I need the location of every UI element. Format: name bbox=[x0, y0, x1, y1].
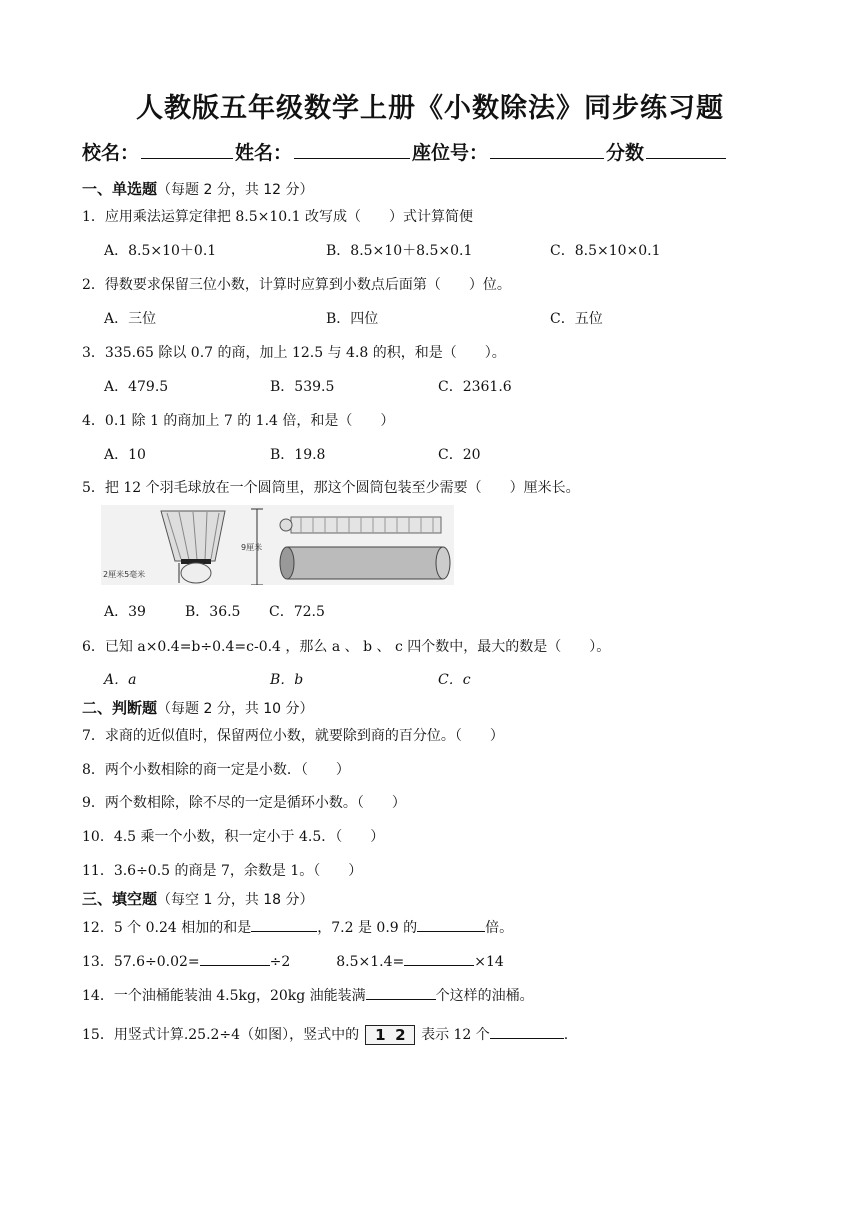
q6-option-c[interactable]: C．c bbox=[438, 672, 471, 688]
seat-blank bbox=[490, 140, 604, 159]
q1-option-a[interactable]: A．8.5×10＋0.1 bbox=[104, 243, 217, 259]
section-heading-true-false bbox=[82, 697, 314, 718]
q13-text-c: 8.5×1.4= bbox=[336, 954, 405, 970]
section-note: （每空 1 分，共 18 分） bbox=[157, 892, 314, 908]
q15-blank-1[interactable] bbox=[490, 1025, 564, 1039]
student-info-line bbox=[82, 138, 728, 165]
question-12 bbox=[82, 917, 513, 937]
section-title: 一、单选题 bbox=[82, 180, 158, 198]
shuttlecock-row-icon bbox=[280, 517, 441, 533]
q5-option-c[interactable]: C．72.5 bbox=[269, 604, 325, 620]
q4-option-c[interactable]: C．20 bbox=[438, 447, 481, 463]
q14-blank-1[interactable] bbox=[366, 986, 436, 1000]
question-13 bbox=[82, 951, 504, 971]
q5-option-a[interactable]: A．39 bbox=[104, 604, 146, 620]
fig-height-label: 9厘米 bbox=[241, 543, 263, 552]
question-14 bbox=[82, 985, 534, 1005]
q13-blank-1[interactable] bbox=[200, 952, 270, 966]
question-4: 4．0.1 除 1 的商加上 7 的 1.4 倍，和是（ ） bbox=[82, 413, 395, 429]
school-label: 校名： bbox=[82, 142, 140, 164]
box-digit-1: 1 bbox=[375, 1026, 386, 1044]
q3-option-b[interactable]: B．539.5 bbox=[270, 379, 335, 395]
q13-blank-2[interactable] bbox=[404, 952, 474, 966]
q2-option-b[interactable]: B．四位 bbox=[326, 311, 379, 327]
question-7: 7．求商的近似值时，保留两位小数，就要除到商的百分位。（ ） bbox=[82, 728, 504, 744]
q14-text-b: 个这样的油桶。 bbox=[435, 988, 534, 1004]
seat-label: 座位号： bbox=[412, 142, 489, 164]
question-2: 2．得数要求保留三位小数，计算时应算到小数点后面第（ ）位。 bbox=[82, 277, 511, 293]
q3-option-a[interactable]: A．479.5 bbox=[104, 379, 169, 395]
shuttlecock-tube-figure bbox=[101, 505, 454, 585]
q1-option-c[interactable]: C．8.5×10×0.1 bbox=[550, 243, 661, 259]
q6-option-b[interactable]: B．b bbox=[270, 672, 304, 688]
section-title: 三、填空题 bbox=[82, 890, 158, 908]
q12-text-c: 倍。 bbox=[485, 920, 514, 936]
section-title: 二、判断题 bbox=[82, 699, 158, 717]
q3-option-c[interactable]: C．2361.6 bbox=[438, 379, 512, 395]
score-label: 分数 bbox=[606, 142, 645, 164]
q13-text-d: ×14 bbox=[474, 954, 504, 970]
section-note: （每题 2 分，共 12 分） bbox=[157, 182, 314, 198]
score-blank bbox=[646, 140, 726, 159]
name-blank bbox=[294, 140, 410, 159]
page-title: 人教版五年级数学上册《小数除法》同步练习题 bbox=[136, 93, 724, 124]
q15-text-b: 表示 12 个 bbox=[421, 1027, 490, 1043]
question-6: 6．已知 a×0.4=b÷0.4=c-0.4 ，那么 a 、 b 、 c 四个数中，最大的数是（ ）。 bbox=[82, 639, 611, 655]
q12-text-a: 12．5 个 0.24 相加的和是 bbox=[82, 920, 252, 936]
q4-option-a[interactable]: A．10 bbox=[104, 447, 146, 463]
q2-option-a[interactable]: A．三位 bbox=[104, 311, 157, 327]
question-8: 8．两个小数相除的商一定是小数．（ ） bbox=[82, 762, 350, 778]
question-1: 1．应用乘法运算定律把 8.5×10.1 改写成（ ）式计算简便 bbox=[82, 209, 473, 225]
q12-blank-2[interactable] bbox=[417, 918, 485, 932]
q14-text-a: 14．一个油桶能装油 4.5kg，20kg 油能装满 bbox=[82, 988, 366, 1004]
q6-option-a[interactable]: A．a bbox=[104, 672, 137, 688]
school-blank bbox=[141, 140, 233, 159]
question-11: 11．3.6÷0.5 的商是 7，余数是 1。（ ） bbox=[82, 863, 363, 879]
question-3: 3．335.65 除以 0.7 的商，加上 12.5 与 4.8 的积，和是（ ）。 bbox=[82, 345, 506, 361]
fig-width-label: 2厘米5毫米 bbox=[103, 570, 146, 579]
q12-text-b: ，7.2 是 0.9 的 bbox=[317, 920, 418, 936]
q15-text-c: . bbox=[563, 1027, 569, 1043]
q15-text-a: 15．用竖式计算.25.2÷4（如图），竖式中的 bbox=[82, 1027, 360, 1043]
tube-icon bbox=[280, 547, 450, 579]
section-heading-single-choice bbox=[82, 178, 314, 199]
section-note: （每题 2 分，共 10 分） bbox=[157, 701, 314, 717]
q4-option-b[interactable]: B．19.8 bbox=[270, 447, 326, 463]
question-9: 9．两个数相除，除不尽的一定是循环小数。（ ） bbox=[82, 795, 406, 811]
q12-blank-1[interactable] bbox=[251, 918, 317, 932]
digits-12-box bbox=[365, 1025, 415, 1045]
box-digit-2: 2 bbox=[395, 1026, 406, 1044]
name-label: 姓名： bbox=[235, 142, 293, 164]
question-10: 10．4.5 乘一个小数，积一定小于 4.5．（ ） bbox=[82, 829, 385, 845]
section-heading-fill-blank bbox=[82, 888, 314, 909]
q1-option-b[interactable]: B．8.5×10＋8.5×0.1 bbox=[326, 243, 473, 259]
q2-option-c[interactable]: C．五位 bbox=[550, 311, 603, 327]
q13-text-a: 13．57.6÷0.02= bbox=[82, 954, 200, 970]
question-5: 5．把 12 个羽毛球放在一个圆筒里，那这个圆筒包装至少需要（ ）厘米长。 bbox=[82, 480, 580, 496]
q5-option-b[interactable]: B．36.5 bbox=[185, 604, 241, 620]
q13-text-b: ÷2 bbox=[269, 954, 291, 970]
question-15 bbox=[82, 1024, 568, 1045]
